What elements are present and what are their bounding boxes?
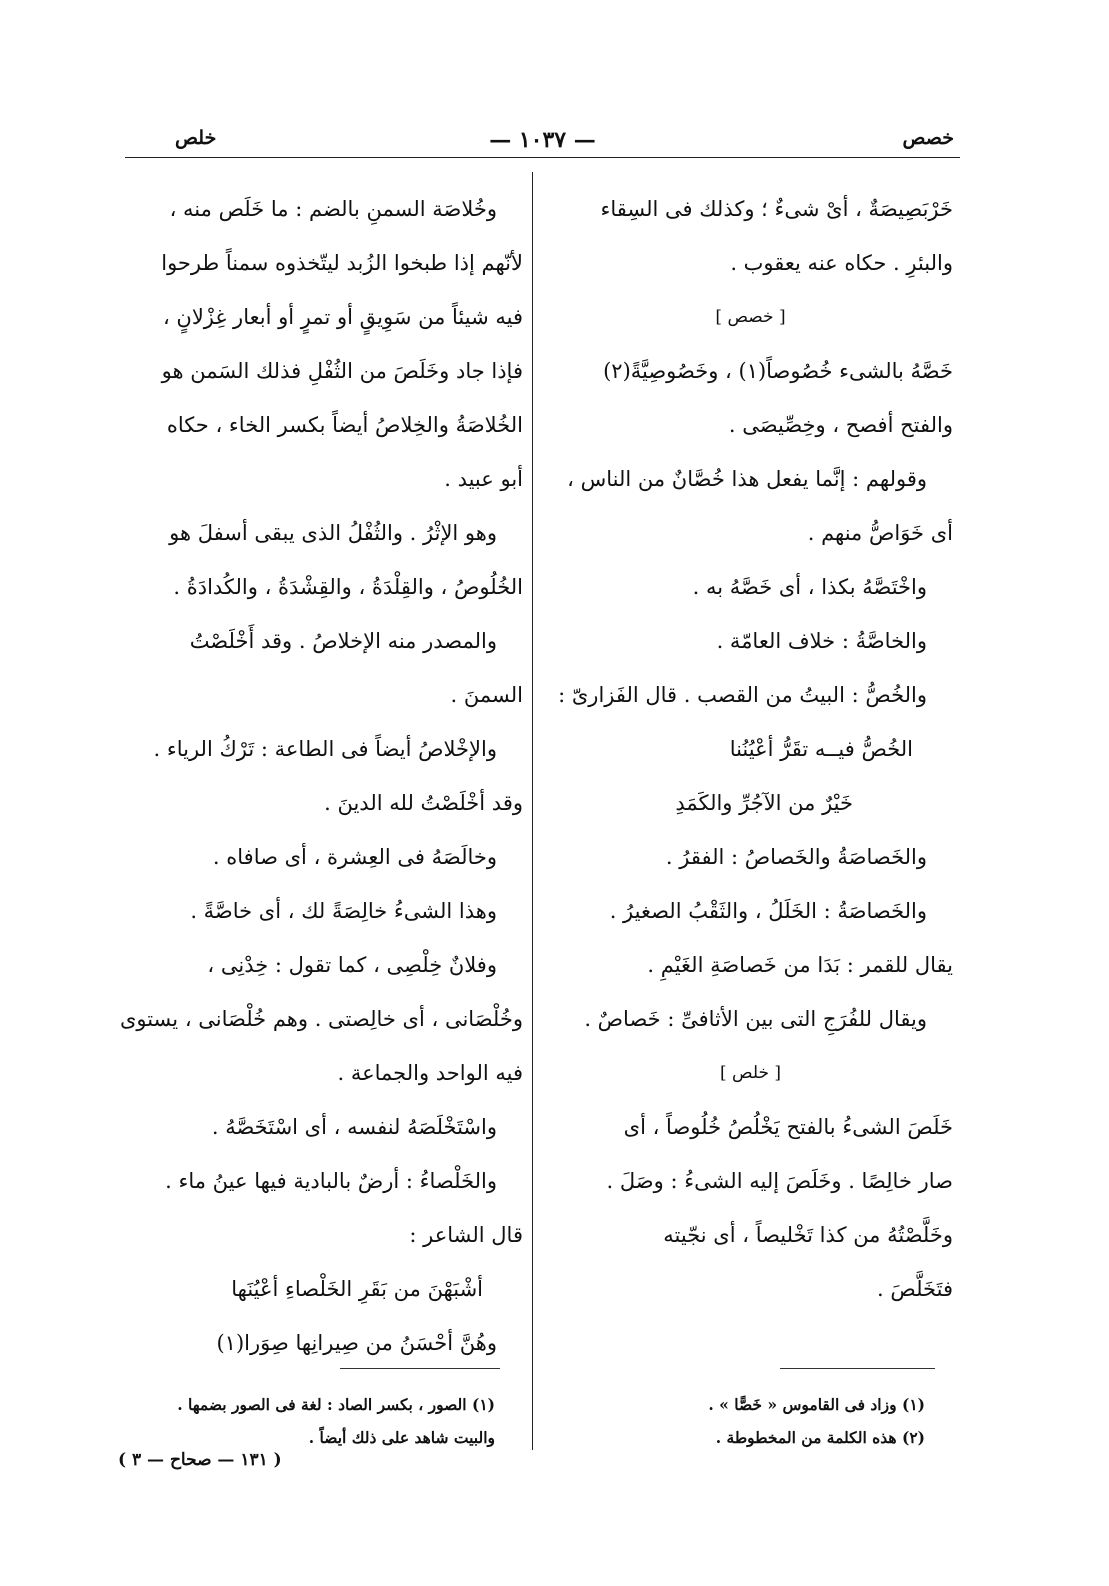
- text-line: والخَصاصَةُ والخَصاصُ : الفقرُ .: [665, 845, 927, 869]
- footnotes-right: [600, 1388, 925, 1454]
- footnotes-left: [130, 1388, 495, 1454]
- printer-signature: ( ١٣١ — صحاح — ٣ ): [118, 1450, 282, 1470]
- text-line: والخاصَّةُ : خلاف العامّة .: [716, 629, 927, 653]
- footnote-line: والبيت شاهد على ذلك أيضاً .: [308, 1428, 495, 1447]
- footnote-line: (١) الصور ، بكسر الصاد : لغة فى الصور بضمها .: [177, 1395, 495, 1414]
- text-line: وهو الإثْرُ . والثُفْلُ الذى يبقى أسفلَ هو: [169, 521, 497, 545]
- text-line: خَصَّهُ بالشىء خُصُوصاً(١) ، وخَصُوصِيَّةً(٢): [603, 359, 953, 383]
- text-line: خَلَصَ الشىءُ بالفتح يَخْلُصُ خُلُوصاً ، أى: [623, 1115, 953, 1139]
- text-line: وهذا الشىءُ خالِصَةً لك ، أى خاصَّةً .: [190, 899, 497, 923]
- text-line: وخَلَّصْتُهُ من كذا تَخْليصاً ، أى نجّيته: [663, 1223, 953, 1247]
- text-line: خَرْبَصِيصَةٌ ، أىْ شىءٌ ؛ وكذلك فى السِقاء: [600, 197, 953, 221]
- text-line: السمنَ .: [450, 683, 523, 707]
- text-line: يقال للقمر : بَدَا من خَصاصَةِ الغَيْمِ .: [647, 953, 953, 977]
- footnote-rule-left: [340, 1368, 500, 1369]
- text-line: [ خصص ]: [715, 307, 786, 327]
- text-line: صار خالِصًا . وخَلَصَ إليه الشىءُ : وصَلَ .: [606, 1169, 953, 1193]
- left-column: [118, 182, 523, 1370]
- text-line: الخُلاصَةُ والخِلاصُ أيضاً بكسر الخاء ، حكاه: [166, 413, 523, 437]
- text-line: والخَلْصاءُ : أرضٌ بالبادية فيها عينُ ماء .: [165, 1169, 497, 1193]
- text-line: والخَصاصَةُ : الخَلَلُ ، والثَقْبُ الصغيرُ .: [609, 899, 927, 923]
- right-column: [548, 182, 953, 1316]
- text-line: قال الشاعر :: [409, 1223, 523, 1247]
- text-line: والفتح أفصح ، وخِصِّيصَى .: [728, 413, 953, 437]
- text-line: [ خلص ]: [719, 1063, 782, 1083]
- header-root-left: خلص: [175, 127, 217, 149]
- text-line: والبئرِ . حكاه عنه يعقوب .: [730, 251, 953, 275]
- running-header: [125, 127, 960, 158]
- text-line: واخْتَصَّهُ بكذا ، أى خَصَّهُ به .: [692, 575, 927, 599]
- text-line: خَيْرٌ من الآجُرِّ والكَمَدِ: [675, 791, 853, 815]
- text-line: فيه شيئاً من سَوِيقٍ أو تمرٍ أو أبعار غِزْلانٍ ،: [162, 305, 523, 329]
- text-line: وفلانٌ خِلْصِى ، كما تقول : خِدْنِى ،: [207, 953, 497, 977]
- text-line: وقولهم : إنَّما يفعل هذا خُصَّانٌ من الناس ،: [567, 467, 927, 491]
- text-line: وخالَصَهُ فى العِشرة ، أى صافاه .: [212, 845, 497, 869]
- text-line: وهُنَّ أحْسَنُ من صِيرانِها صِوَرا(١): [216, 1331, 497, 1355]
- text-line: أشْبَهْنَ من بَقَرِ الخَلْصاءِ أعْيُنَها: [231, 1277, 483, 1301]
- text-line: وقد أخْلَصْتُ لله الدينَ .: [324, 791, 523, 815]
- text-line: لأنّهم إذا طبخوا الزُبد ليتّخذوه سمناً طرحوا: [161, 251, 523, 275]
- text-line: والخُصُّ : البيتُ من القصب . قال الفَزارىّ :: [558, 683, 927, 707]
- text-line: فتَخَلَّصَ .: [877, 1277, 953, 1301]
- footnote-rule-right: [780, 1368, 935, 1369]
- footnote-line: (١) وزاد فى القاموس « خَصًّا » .: [708, 1395, 925, 1414]
- header-root-right: خصص: [902, 127, 954, 149]
- text-line: واسْتَخْلَصَهُ لنفسه ، أى اسْتَخَصَّهُ .: [211, 1115, 497, 1139]
- text-line: وخُلْصَانى ، أى خالِصتى . وهم خُلْصَانى ، يستوى: [119, 1007, 523, 1031]
- text-line: أبو عبيد .: [444, 467, 523, 491]
- text-line: فيه الواحد والجماعة .: [337, 1061, 523, 1085]
- text-line: الخُلُوصُ ، والقِلْدَةُ ، والقِشْدَةُ ، والكُدادَةُ .: [173, 575, 523, 599]
- text-line: ويقال للفُرَجِ التى بين الأثافىِّ : خَصاصٌ .: [584, 1007, 927, 1031]
- text-line: الخُصُّ فيــه تقَرُّ أعْيُنُنا: [729, 737, 913, 761]
- text-line: والإخْلاصُ أيضاً فى الطاعة : تَرْكُ الرياء .: [153, 737, 497, 761]
- footnote-line: (٢) هذه الكلمة من المخطوطة .: [715, 1428, 925, 1447]
- text-line: وخُلاصَة السمنِ بالضم : ما خَلَص منه ،: [169, 197, 497, 221]
- text-line: والمصدر منه الإخلاصُ . وقد أَخْلَصْتُ: [189, 629, 497, 653]
- text-line: أى خَوَاصُّ منهم .: [807, 521, 953, 545]
- page-number: — ١٠٣٧ —: [489, 127, 596, 153]
- text-line: فإذا جاد وخَلَصَ من الثُفْلِ فذلك السَمن هو: [161, 359, 523, 383]
- column-divider: [532, 172, 533, 1450]
